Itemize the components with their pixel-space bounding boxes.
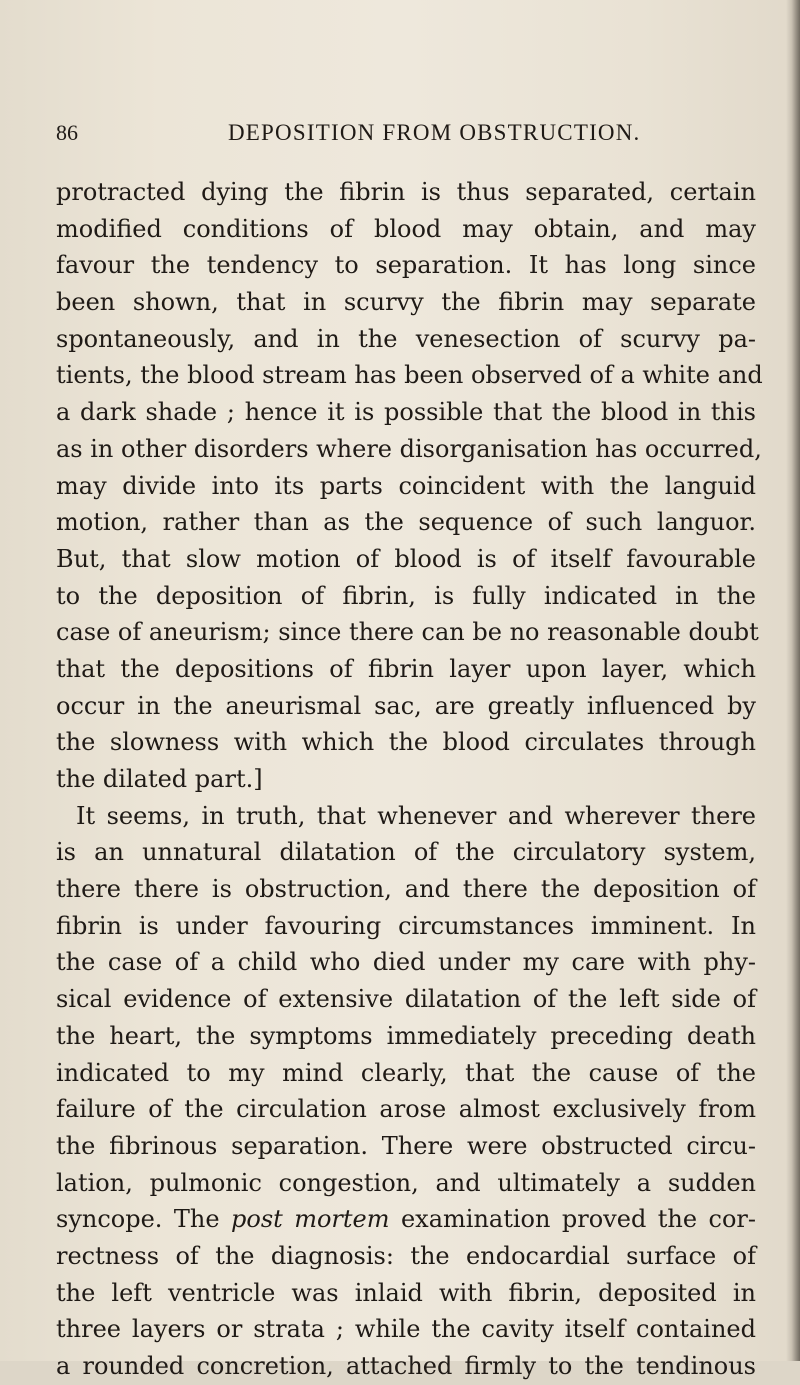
text-line: case of aneurism; since there can be no reasonable doubt xyxy=(56,618,759,647)
text-line: been shown, that in scurvy the fibrin may separate xyxy=(56,288,756,317)
text-line: But, that slow motion of blood is of itself favourable xyxy=(56,544,756,573)
text-line: a rounded concretion, attached firmly to the tendinous xyxy=(56,1352,756,1380)
text-line: lation, pulmonic congestion, and ultimately a sudden xyxy=(56,1168,756,1197)
text-line: may divide into its parts coincident with the languid xyxy=(56,471,756,500)
text-line: to the deposition of fibrin, is fully indicated in the xyxy=(56,581,756,610)
text-line: motion, rather than as the sequence of such languor. xyxy=(56,508,756,537)
text-line: sical evidence of extensive dilatation of the left side of xyxy=(56,985,756,1014)
text-line-with-italic xyxy=(56,1201,756,1238)
text-line: as in other disorders where disorganisation has occurred, xyxy=(56,434,762,463)
text-line: there there is obstruction, and there the deposition of xyxy=(56,875,756,904)
text-line: fibrin is under favouring circumstances imminent. In xyxy=(56,911,756,940)
text-line: the case of a child who died under my care with phy- xyxy=(56,948,756,977)
text-line: favour the tendency to separation. It has long since xyxy=(56,251,756,280)
text-line: the slowness with which the blood circulates through xyxy=(56,728,756,757)
italic-phrase: post mortem xyxy=(231,1205,390,1234)
paragraph-start-line: It seems, in truth, that whenever and wherever there xyxy=(76,801,756,830)
line-segment: examination proved the cor- xyxy=(400,1205,756,1234)
text-line: the left ventricle was inlaid with fibrin, deposited in xyxy=(56,1278,756,1307)
text-line: failure of the circulation arose almost exclusively from xyxy=(56,1095,756,1124)
text-line: a dark shade ; hence it is possible that the blood in this xyxy=(56,398,756,427)
text-line: tients, the blood stream has been observed of a white and xyxy=(56,361,763,390)
page-number: 86 xyxy=(56,120,78,145)
text-line: the heart, the symptoms immediately preceding death xyxy=(56,1021,756,1050)
paragraph-end-line: the dilated part.] xyxy=(56,765,263,793)
text-line: three layers or strata ; while the cavity itself contained xyxy=(56,1315,756,1344)
text-line: the fibrinous separation. There were obstructed circu- xyxy=(56,1131,756,1160)
page-header xyxy=(56,120,756,154)
text-line: rectness of the diagnosis: the endocardial surface of xyxy=(56,1241,756,1270)
running-head: DEPOSITION FROM OBSTRUCTION. xyxy=(228,120,641,145)
text-line: protracted dying the fibrin is thus separated, certain xyxy=(56,178,756,206)
body-text xyxy=(56,174,763,1385)
text-line: that the depositions of fibrin layer upon layer, which xyxy=(56,654,756,683)
text-line: occur in the aneurismal sac, are greatly influenced by xyxy=(56,691,756,720)
page-edge-shadow xyxy=(786,0,800,1361)
line-segment: syncope. The xyxy=(56,1205,220,1234)
text-line: is an unnatural dilatation of the circulatory system, xyxy=(56,838,756,867)
text-line: modified conditions of blood may obtain, and may xyxy=(56,214,756,243)
text-line: indicated to my mind clearly, that the cause of the xyxy=(56,1058,756,1087)
text-line: spontaneously, and in the venesection of scurvy pa- xyxy=(56,324,756,353)
